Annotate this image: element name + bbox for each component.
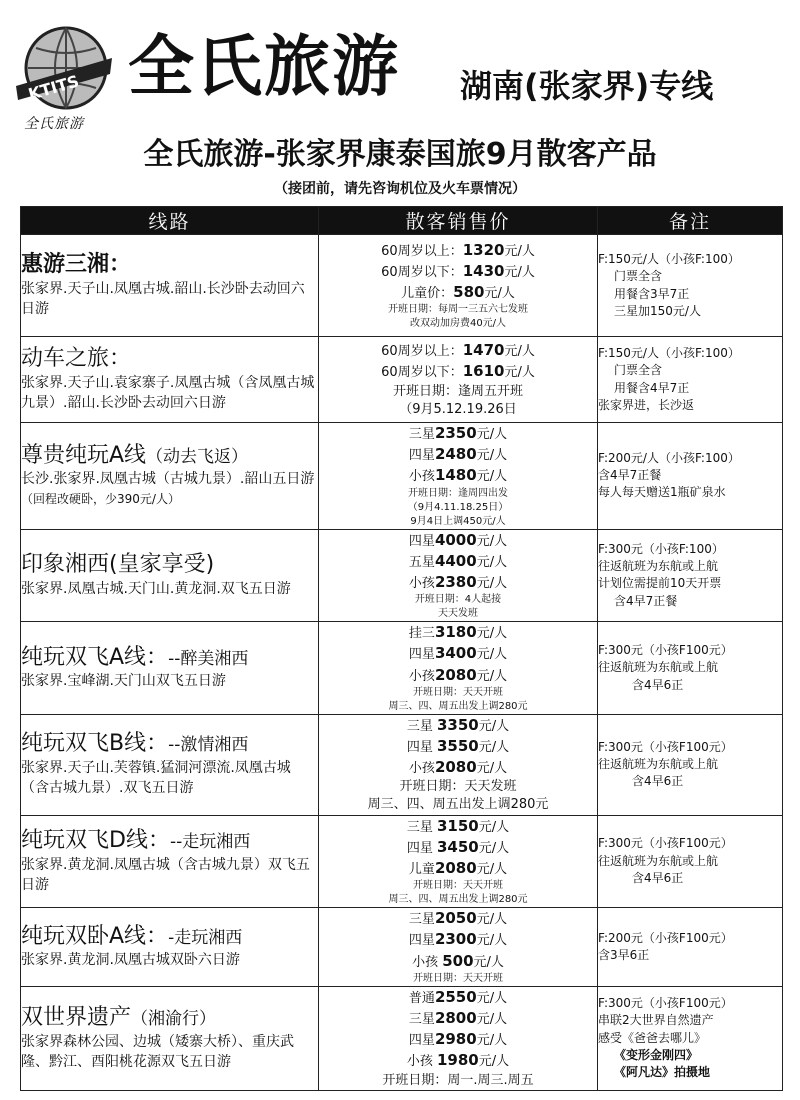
note-line: F:150元/人（小孩F:100） <box>598 345 740 360</box>
price-info: 9月4日上调450元/人 <box>410 515 506 527</box>
price-line <box>319 1050 597 1071</box>
price-info: 开班日期：天天开班 <box>413 880 503 892</box>
price-line <box>319 757 597 778</box>
route-name <box>21 551 318 580</box>
price-line <box>319 951 597 972</box>
table-row <box>21 714 783 815</box>
notes-cell <box>598 714 783 815</box>
price-unit: 元/人 <box>476 933 508 949</box>
route-name-text: 动车之旅： <box>21 346 132 372</box>
note-line: 往返航班为东航或上航 <box>598 853 719 868</box>
route-name <box>21 442 318 471</box>
price-value: 2480 <box>434 445 477 464</box>
notes-cell <box>598 337 783 423</box>
route-cell <box>21 235 319 337</box>
note-line: 门票全含 <box>614 363 663 378</box>
route-cell <box>21 423 319 530</box>
note-line: 每人每天赠送1瓶矿泉水 <box>598 485 726 500</box>
logo-script: 全氏旅游 <box>24 116 84 132</box>
route-name-text: 纯玩双飞B线： <box>21 731 169 757</box>
table-row <box>21 337 783 423</box>
price-unit: 元/人 <box>476 469 508 485</box>
brand-title: 全氏旅游 <box>128 28 400 105</box>
price-line <box>319 665 597 686</box>
price-cell <box>319 714 598 815</box>
table-row <box>21 235 783 337</box>
price-info: 开班日期：周一.周三.周五 <box>382 1072 534 1088</box>
price-info: 开班日期：逢周四出发 <box>408 487 508 499</box>
route-name <box>21 730 318 759</box>
price-unit: 元/人 <box>478 718 510 734</box>
route-name-text: 纯玩双卧A线： <box>21 923 169 949</box>
note-line: F:200元/人（小孩F:100） <box>598 450 740 465</box>
price-unit: 元/人 <box>476 626 508 642</box>
note-line: 含3早6正 <box>598 947 650 962</box>
route-name <box>21 644 318 673</box>
route-name-text: 纯玩双飞D线： <box>21 828 170 854</box>
price-label: 四星 <box>408 933 435 949</box>
price-value: 3350 <box>437 715 479 734</box>
logo-text: KTITS <box>26 71 82 104</box>
route-name-suffix: --激情湘西 <box>168 735 249 756</box>
note-line: 《变形金刚四》 <box>614 1047 699 1062</box>
price-label: 三星 <box>406 819 437 835</box>
route-name-suffix: --醉美湘西 <box>168 648 249 669</box>
note-line: 门票全含 <box>614 269 663 284</box>
note-line: 用餐含4早7正 <box>614 380 690 395</box>
price-line <box>319 340 597 361</box>
price-label: 四星 <box>408 1033 435 1049</box>
route-description-note: （回程改硬卧，少390元/人） <box>21 492 180 507</box>
price-unit: 元/人 <box>476 912 508 928</box>
price-value: 2980 <box>434 1030 477 1049</box>
route-name-suffix: （动去飞返） <box>146 446 249 467</box>
route-description-text: 张家界.天子山.凤凰古城.韶山.长沙卧去动回六日游 <box>21 280 305 317</box>
table-row <box>21 622 783 715</box>
note-line: 含4早6正 <box>632 871 684 886</box>
price-label: 60周岁以上： <box>381 344 463 360</box>
notes-cell <box>598 815 783 908</box>
route-name <box>21 251 318 280</box>
price-label: 三星 <box>408 427 435 442</box>
note-line: F:200元（小孩F100元） <box>598 930 733 945</box>
brand-subtitle: 湖南(张家界)专线 <box>460 67 714 105</box>
price-info: 开班日期：逢周五开班 <box>392 383 523 399</box>
price-line <box>319 715 597 736</box>
routes-table <box>20 206 783 1091</box>
price-label: 四星 <box>408 533 435 549</box>
route-name <box>21 827 318 856</box>
price-unit: 元/人 <box>476 554 508 570</box>
price-line <box>319 643 597 664</box>
price-line <box>319 530 597 551</box>
price-value: 1320 <box>462 240 505 259</box>
price-value: 3400 <box>434 644 477 663</box>
price-line <box>319 572 597 593</box>
route-description-text: 张家界.宝峰湖.天门山双飞五日游 <box>21 673 226 690</box>
price-info: 改双动加房费40元/人 <box>409 318 507 330</box>
price-info: （9月4.11.18.25日） <box>407 501 509 513</box>
price-unit: 元/人 <box>476 990 508 1006</box>
price-unit: 元/人 <box>478 819 510 835</box>
route-description-text: 长沙.张家界.凤凰古城（古城九景）.韶山五日游 <box>21 471 315 488</box>
price-line <box>319 423 597 444</box>
route-description-text: 张家界.黄龙洞.凤凰古城双卧六日游 <box>21 952 240 969</box>
route-name-text: 纯玩双飞A线： <box>21 644 169 670</box>
price-value: 2080 <box>434 665 477 684</box>
price-cell <box>319 235 598 337</box>
price-unit: 元/人 <box>484 286 515 302</box>
note-line: F:300元（小孩F:100） <box>598 541 724 556</box>
price-value: 1470 <box>462 341 505 360</box>
price-value: 2800 <box>434 1008 477 1027</box>
price-label: 四星 <box>408 448 435 464</box>
price-unit: 元/人 <box>476 533 508 549</box>
route-name-suffix: （湘渝行） <box>131 1009 217 1030</box>
price-unit: 元/人 <box>476 1033 508 1049</box>
note-line: 张家界进，长沙返 <box>598 397 695 412</box>
price-line <box>319 240 597 261</box>
price-unit: 元/人 <box>476 862 508 877</box>
price-cell <box>319 529 598 622</box>
price-line <box>319 444 597 465</box>
price-label: 60周岁以下： <box>381 365 463 381</box>
price-label: 四星 <box>408 647 435 663</box>
price-value: 1610 <box>462 362 505 381</box>
table-row <box>21 423 783 530</box>
route-cell <box>21 908 319 987</box>
price-label: 挂三 <box>408 626 435 642</box>
price-line <box>319 816 597 837</box>
price-value: 2550 <box>434 987 477 1006</box>
price-unit: 元/人 <box>476 647 508 663</box>
note-line: 三星加150元/人 <box>614 303 701 318</box>
header-route: 线路 <box>21 207 319 235</box>
price-unit: 元/人 <box>504 243 535 259</box>
price-unit: 元/人 <box>478 1054 510 1070</box>
price-unit: 元/人 <box>476 761 508 777</box>
price-unit: 元/人 <box>478 840 510 856</box>
route-name <box>21 345 318 374</box>
price-label: 小孩 <box>408 469 435 485</box>
route-description <box>21 580 318 600</box>
notes-cell <box>598 622 783 715</box>
price-value: 3150 <box>437 816 479 835</box>
route-description <box>21 951 318 971</box>
route-description-text: 张家界森林公园、边城（矮寨大桥）、重庆武隆、黔江、酉阳桃花源双飞五日游 <box>21 1033 294 1070</box>
route-cell <box>21 622 319 715</box>
notes-cell <box>598 529 783 622</box>
price-line <box>319 361 597 382</box>
note-line: 计划位需提前10天开票 <box>598 576 722 591</box>
note-line: 含4早7正餐 <box>598 468 662 483</box>
price-value: 1980 <box>437 1051 479 1070</box>
price-label: 小孩 <box>408 668 435 684</box>
price-info: 开班日期：4人起接 <box>414 594 502 606</box>
route-description <box>21 374 318 414</box>
price-cell <box>319 986 598 1090</box>
table-row <box>21 815 783 908</box>
price-unit: 元/人 <box>473 954 504 970</box>
price-label: 三星 <box>408 1011 435 1027</box>
header-price: 散客销售价 <box>319 207 598 235</box>
price-label: 60周岁以上： <box>381 243 463 259</box>
note-line: F:300元（小孩F100元） <box>598 739 733 754</box>
route-name-text: 尊贵纯玩A线 <box>21 442 147 468</box>
price-label: 普通 <box>408 990 435 1006</box>
notes-cell <box>598 235 783 337</box>
price-info: 开班日期：天天发班 <box>399 779 517 795</box>
price-unit: 元/人 <box>478 739 510 755</box>
route-description <box>21 280 318 320</box>
price-cell <box>319 622 598 715</box>
price-line <box>319 1029 597 1050</box>
price-info: 开班日期：每周一三五六七发班 <box>388 304 528 316</box>
note-line: 含4早7正餐 <box>614 593 678 608</box>
route-name-suffix: -走玩湘西 <box>168 927 243 948</box>
route-name-text: 惠游三湘： <box>21 252 132 278</box>
price-value: 500 <box>442 951 474 970</box>
price-line <box>319 282 597 303</box>
price-unit: 元/人 <box>476 668 508 684</box>
price-cell <box>319 423 598 530</box>
price-unit: 元/人 <box>504 344 535 360</box>
route-description-text: 张家界.黄龙洞.凤凰古城（含古城九景）双飞五日游 <box>21 856 310 893</box>
note-line: 《阿凡达》拍摄地 <box>614 1065 711 1080</box>
price-unit: 元/人 <box>476 448 508 464</box>
price-info: 天天发班 <box>438 608 478 620</box>
price-line <box>319 929 597 950</box>
price-value: 3550 <box>437 736 479 755</box>
note-line: 感受《爸爸去哪儿》 <box>598 1030 707 1045</box>
price-value: 4400 <box>434 551 477 570</box>
price-value: 1480 <box>434 466 477 485</box>
price-label: 三星 <box>406 718 437 734</box>
price-unit: 元/人 <box>504 264 535 280</box>
price-cell <box>319 908 598 987</box>
price-line <box>319 261 597 282</box>
note-line: 往返航班为东航或上航 <box>598 558 719 573</box>
note-line: F:300元（小孩F100元） <box>598 836 733 851</box>
price-unit: 元/人 <box>476 427 508 442</box>
price-value: 2080 <box>434 758 477 777</box>
notice: （接团前，请先咨询机位及火车票情况） <box>274 181 526 197</box>
price-line <box>319 837 597 858</box>
price-value: 3180 <box>434 623 477 642</box>
page-title: 全氏旅游-张家界康泰国旅9月散客产品 <box>143 137 657 172</box>
route-name-text: 双世界遗产 <box>21 1005 132 1031</box>
route-cell <box>21 714 319 815</box>
price-line <box>319 465 597 486</box>
price-label: 小孩 <box>408 761 435 777</box>
price-line <box>319 987 597 1008</box>
price-cell <box>319 337 598 423</box>
note-line: 含4早6正 <box>632 677 684 692</box>
price-value: 2080 <box>434 859 477 877</box>
table-header <box>21 207 783 235</box>
price-unit: 元/人 <box>504 365 535 381</box>
price-value: 4000 <box>434 530 477 549</box>
price-unit: 元/人 <box>476 1011 508 1027</box>
route-description-text: 张家界.天子山.袁家寨子.凤凰古城（含凤凰古城九景）.韶山.长沙卧去动回六日游 <box>21 374 315 411</box>
route-name-text: 印象湘西(皇家享受) <box>21 552 215 578</box>
note-line: 串联2大世界自然遗产 <box>598 1013 714 1028</box>
price-info: 开班日期：天天开班 <box>413 686 503 698</box>
table-row <box>21 908 783 987</box>
route-description <box>21 759 318 799</box>
route-name <box>21 1004 318 1033</box>
route-description <box>21 1033 318 1073</box>
price-line <box>319 858 597 879</box>
note-line: 含4早6正 <box>632 774 684 789</box>
note-line: 往返航班为东航或上航 <box>598 660 719 675</box>
price-label: 小孩 <box>406 1054 437 1070</box>
table-row <box>21 986 783 1090</box>
price-cell <box>319 815 598 908</box>
price-info: 周三、四、周五出发上调280元 <box>388 894 528 906</box>
price-label: 小孩 <box>412 954 443 970</box>
price-info: 周三、四、周五出发上调280元 <box>388 700 528 712</box>
price-line <box>319 736 597 757</box>
route-cell <box>21 337 319 423</box>
price-value: 2380 <box>434 572 477 591</box>
route-description <box>21 672 318 692</box>
route-description <box>21 470 318 510</box>
price-value: 3450 <box>437 837 479 856</box>
route-name-suffix: --走玩湘西 <box>169 832 251 853</box>
price-label: 儿童价： <box>401 286 454 302</box>
route-description-text: 张家界.天子山.芙蓉镇.猛洞河漂流.凤凰古城（含古城九景）.双飞五日游 <box>21 760 291 796</box>
route-description-text: 张家界.凤凰古城.天门山.黄龙洞.双飞五日游 <box>21 580 291 597</box>
price-value: 580 <box>453 283 485 302</box>
price-line <box>319 908 597 929</box>
price-info: （9月5.12.19.26日 <box>399 401 517 417</box>
notes-cell <box>598 908 783 987</box>
table-row <box>21 529 783 622</box>
route-description <box>21 856 318 896</box>
price-info: 开班日期：天天开班 <box>413 972 503 984</box>
header-notes: 备注 <box>598 207 783 235</box>
price-line <box>319 1008 597 1029</box>
price-label: 小孩 <box>408 575 435 591</box>
note-line: 用餐含3早7正 <box>614 286 690 301</box>
price-info: 周三、四、周五出发上调280元 <box>367 797 549 813</box>
price-label: 儿童 <box>408 862 435 877</box>
price-value: 2050 <box>434 909 477 928</box>
route-name <box>21 923 318 952</box>
price-value: 2300 <box>434 930 477 949</box>
price-label: 60周岁以下： <box>381 264 463 280</box>
note-line: F:150元/人（小孩F:100） <box>598 251 740 266</box>
price-value: 2350 <box>434 424 477 442</box>
price-label: 四星 <box>406 840 437 856</box>
route-cell <box>21 986 319 1090</box>
note-line: 往返航班为东航或上航 <box>598 756 719 771</box>
price-unit: 元/人 <box>476 575 508 591</box>
price-label: 五星 <box>408 554 435 570</box>
note-line: F:300元（小孩F100元） <box>598 995 733 1010</box>
price-line <box>319 622 597 643</box>
price-label: 四星 <box>406 739 437 755</box>
route-cell <box>21 815 319 908</box>
notes-cell <box>598 423 783 530</box>
price-value: 1430 <box>462 261 505 280</box>
price-line <box>319 551 597 572</box>
route-cell <box>21 529 319 622</box>
price-label: 三星 <box>408 912 435 928</box>
notes-cell <box>598 986 783 1090</box>
note-line: F:300元（小孩F100元） <box>598 642 733 657</box>
header <box>0 0 800 200</box>
